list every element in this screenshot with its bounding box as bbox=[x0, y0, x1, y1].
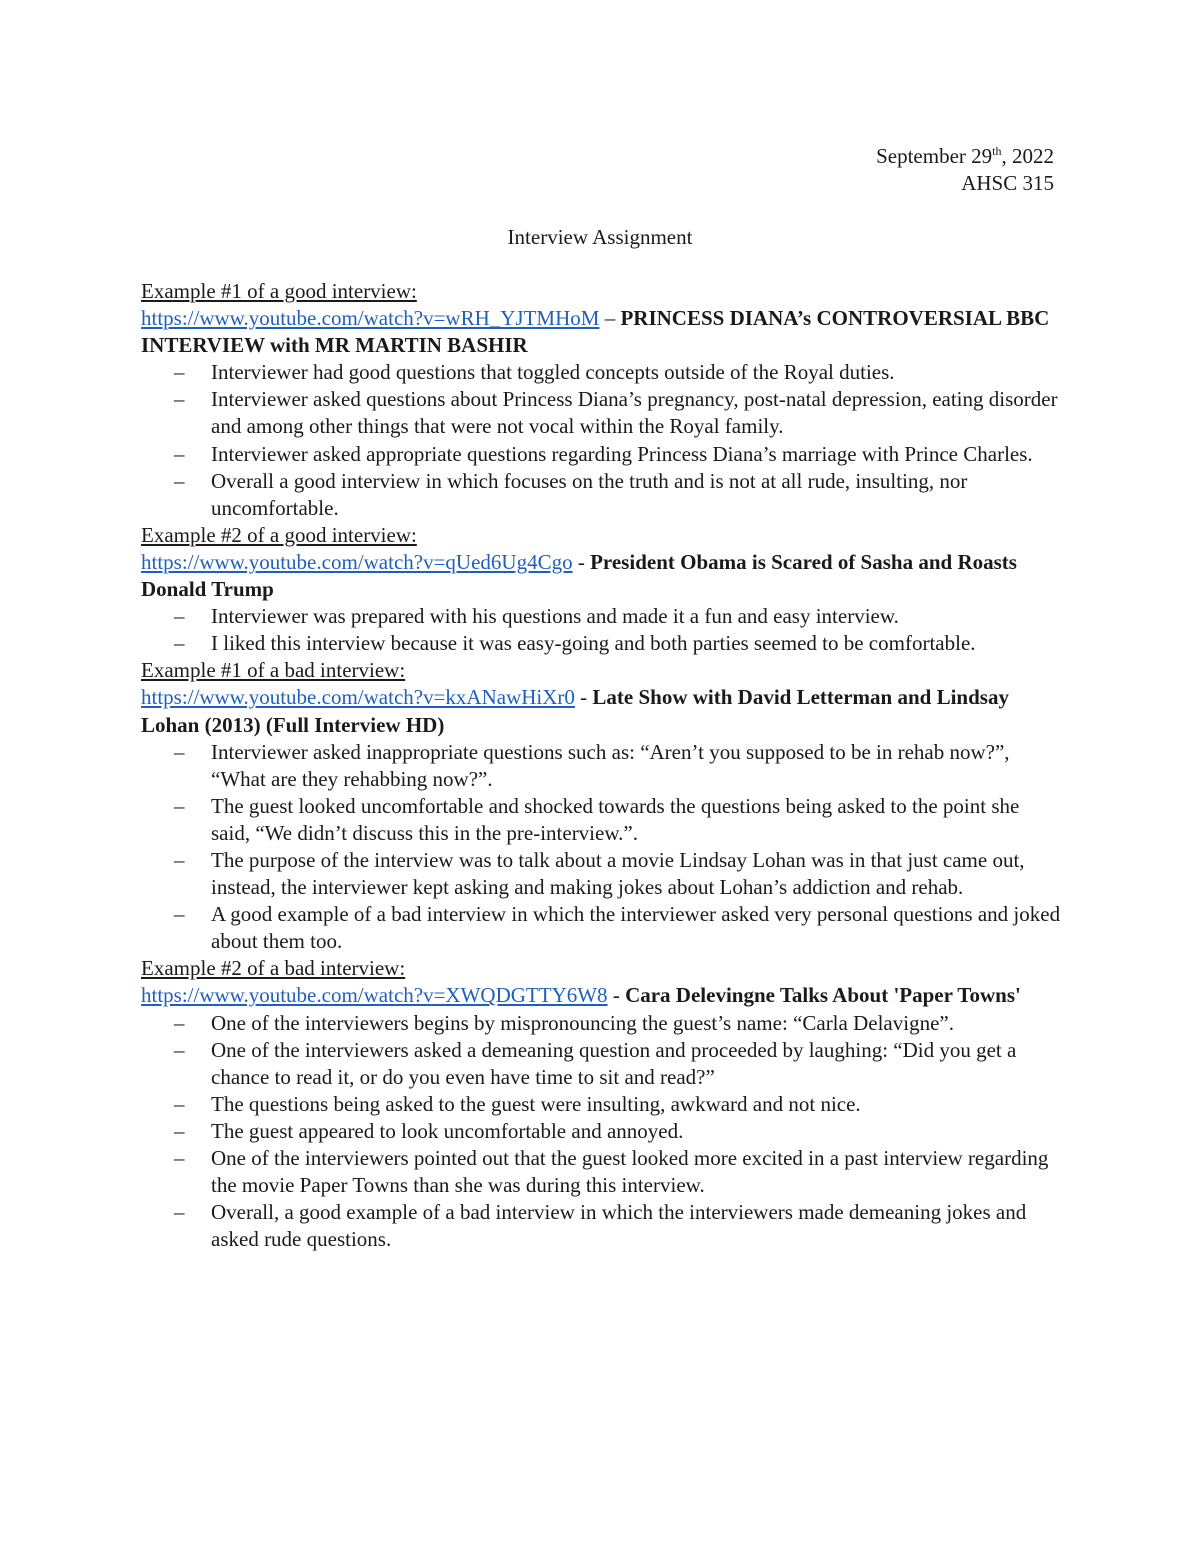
dash-bullet: – bbox=[174, 1037, 185, 1062]
dash-bullet: – bbox=[174, 1010, 185, 1035]
list-item: – The guest looked uncomfortable and shocked towards the questions being asked to the point she said, “We didn’t discuss this in the pre-interview.”. bbox=[174, 793, 1020, 845]
list-item: – Overall, a good example of a bad interview in which the interviewers made demeaning jokes and asked rude questions. bbox=[174, 1200, 1027, 1252]
dash-bullet: – bbox=[174, 604, 185, 629]
dash-bullet: – bbox=[174, 1146, 185, 1170]
section-bad-2 bbox=[141, 955, 1061, 1253]
list-item: – Interviewer was prepared with his questions and made it a fun and easy interview. bbox=[141, 603, 1061, 630]
list-item: – One of the interviewers pointed out that the guest looked more excited in a past interview regarding the movie Paper Towns than she was during this interview. bbox=[174, 1146, 1049, 1198]
video-title: Late Show with David Letterman and Lindsay Lohan (2013) (Full Interview HD) bbox=[141, 685, 1009, 737]
video-link[interactable]: https://www.youtube.com/watch?v=kxANawHiXr0 bbox=[141, 685, 575, 710]
list-item: – A good example of a bad interview in which the interviewer asked very personal questions and joked about them too. bbox=[174, 902, 1061, 954]
video-reference: https://www.youtube.com/watch?v=wRH_YJTMHoM – PRINCESS DIANA’s CONTROVERSIAL BBC INTERVIEW with MR MARTIN BASHIR bbox=[141, 306, 1050, 358]
list-item: – Interviewer asked questions about Princess Diana’s pregnancy, post-natal depression, eating disorder and among other things that were not vocal within the Royal family. bbox=[174, 387, 1058, 439]
video-title: Cara Delevingne Talks About 'Paper Towns' bbox=[625, 983, 1021, 1008]
document-title: Interview Assignment bbox=[507, 225, 693, 249]
video-reference: https://www.youtube.com/watch?v=kxANawHiXr0 - Late Show with David Letterman and Lindsay Lohan (2013) (Full Interview HD) bbox=[141, 685, 1009, 737]
dash-bullet: – bbox=[174, 793, 185, 818]
video-reference: https://www.youtube.com/watch?v=qUed6Ug4Cgo - President Obama is Scared of Sasha and Roasts Donald Trump bbox=[141, 549, 1017, 602]
section-heading: Example #2 of a good interview: bbox=[141, 522, 417, 547]
dash-bullet: – bbox=[174, 360, 185, 385]
course-code: AHSC 315 bbox=[961, 171, 1054, 195]
document-date: September 29th, 2022 bbox=[876, 144, 1054, 168]
list-item: – One of the interviewers asked a demeaning question and proceeded by laughing: “Did you get a chance to read it, or do you even have time to sit and read?” bbox=[174, 1037, 1017, 1089]
video-link[interactable]: https://www.youtube.com/watch?v=XWQDGTTY6W8 bbox=[141, 983, 608, 1008]
dash-bullet: – bbox=[174, 847, 185, 872]
section-bad-1 bbox=[141, 657, 1061, 955]
section-heading: Example #1 of a bad interview: bbox=[141, 658, 406, 683]
section-good-2 bbox=[141, 522, 1061, 657]
dash-bullet: – bbox=[174, 441, 185, 466]
dash-bullet: – bbox=[174, 631, 185, 656]
bullet-list bbox=[141, 603, 1061, 657]
list-item: – The questions being asked to the guest were insulting, awkward and not nice. bbox=[141, 1091, 1061, 1118]
dash-bullet: – bbox=[174, 387, 185, 412]
dash-bullet: – bbox=[174, 739, 185, 764]
list-item: – The guest appeared to look uncomfortable and annoyed. bbox=[141, 1118, 1061, 1145]
section-heading: Example #2 of a bad interview: bbox=[141, 956, 406, 981]
list-item: – One of the interviewers begins by mispronouncing the guest’s name: “Carla Delavigne”. bbox=[141, 1010, 1061, 1037]
dash-bullet: – bbox=[174, 1118, 185, 1143]
list-item: – I liked this interview because it was easy-going and both parties seemed to be comfortable. bbox=[141, 630, 1061, 657]
list-item: – Interviewer asked appropriate questions regarding Princess Diana’s marriage with Prince Charles. bbox=[141, 441, 1061, 468]
bullet-list bbox=[141, 739, 1061, 956]
dash-bullet: – bbox=[174, 468, 185, 493]
bullet-list bbox=[141, 1010, 1061, 1254]
document-body bbox=[141, 278, 1061, 1253]
list-item: – Interviewer had good questions that toggled concepts outside of the Royal duties. bbox=[141, 359, 1061, 386]
dash-bullet: – bbox=[174, 1200, 185, 1225]
section-heading: Example #1 of a good interview: bbox=[141, 279, 417, 303]
video-reference: https://www.youtube.com/watch?v=XWQDGTTY6W8 - Cara Delevingne Talks About 'Paper Towns' bbox=[141, 983, 1021, 1008]
video-link[interactable]: https://www.youtube.com/watch?v=wRH_YJTMHoM bbox=[141, 306, 600, 331]
list-item: – Interviewer asked inappropriate questions such as: “Aren’t you supposed to be in rehab now?”, “What are they rehabbing now?”. bbox=[174, 739, 1010, 791]
dash-bullet: – bbox=[174, 902, 185, 927]
video-title: President Obama is Scared of Sasha and Roasts Donald Trump bbox=[141, 549, 1017, 602]
list-item: – The purpose of the interview was to talk about a movie Lindsay Lohan was in that just came out, instead, the interviewer kept asking and making jokes about Lohan’s addiction and rehab. bbox=[174, 847, 1025, 900]
bullet-list bbox=[141, 359, 1061, 522]
video-title: PRINCESS DIANA’s CONTROVERSIAL BBC INTERVIEW with MR MARTIN BASHIR bbox=[141, 306, 1050, 358]
video-link[interactable]: https://www.youtube.com/watch?v=qUed6Ug4Cgo bbox=[141, 549, 573, 574]
section-good-1 bbox=[141, 278, 1061, 522]
list-item: – Overall a good interview in which focuses on the truth and is not at all rude, insulting, nor uncomfortable. bbox=[174, 468, 968, 520]
dash-bullet: – bbox=[174, 1091, 185, 1116]
